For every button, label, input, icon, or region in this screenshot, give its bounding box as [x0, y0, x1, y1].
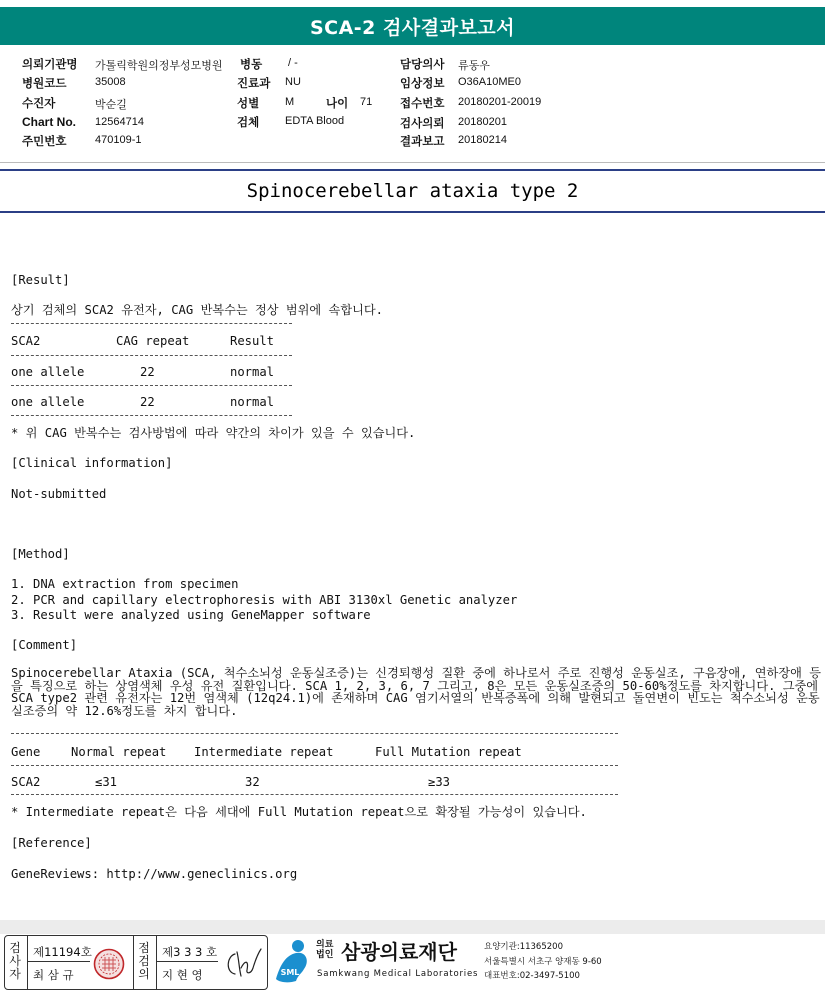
label-receipt-number: 접수번호 — [400, 96, 445, 110]
result-row-status: normal — [230, 395, 275, 409]
tester-seal — [93, 948, 125, 980]
logo-text: SML — [280, 968, 300, 977]
value-result-report: 20180214 — [458, 134, 507, 146]
clinical-text: Not-submitted — [11, 487, 107, 501]
label-physician: 담당의사 — [400, 57, 445, 71]
divider — [156, 961, 218, 962]
comment-note: * Intermediate repeat은 다음 세대에 Full Mutation repeat으로 확장될 가능성이 있습니다. — [11, 805, 587, 819]
value-specimen: EDTA Blood — [285, 115, 345, 127]
divider — [0, 162, 825, 163]
label-requesting-institution: 의뢰기관명 — [22, 57, 78, 71]
result-row-allele: one allele — [11, 365, 85, 379]
label-resident-number: 주민번호 — [22, 134, 67, 148]
value-resident-number: 470109-1 — [95, 134, 142, 146]
org-name: 삼광의료재단 — [341, 940, 457, 964]
value-requesting-institution: 가톨릭학원의정부성모병원 — [95, 60, 223, 72]
value-chart-no: 12564714 — [95, 116, 144, 128]
comment-paragraph: Spinocerebellar Ataxia (SCA, 척수소뇌성 운동실조증)는 신경퇴행성 질환 중에 하나로서 주로 진행성 운동실조, 구음장애, 연하장애 등을 특징으로 하는 상염색체 우성 유전 질환입니다. SCA 1, 2, 3, 6, 7 그리고, 8은 모든 운동실조증의 50-60%정도를 차지합니다. 그중에 SCA type2 관련 유전자는 12번 염색체 (12q24.1)에 존재하며 CAG 염기서열의 반복증폭에 의해 발현되고 돌연변이 빈도는 척수소뇌성 운동실조증의 약 12.6%정도를 차지 합니다. — [11, 666, 821, 718]
signature-box — [4, 935, 268, 990]
report-title: SCA-2 검사결과보고서 — [0, 7, 825, 45]
divider — [0, 169, 825, 171]
reviewer-license: 제3 3 3 호 — [162, 945, 218, 959]
value-age: 71 — [360, 96, 373, 108]
table-divider — [11, 794, 618, 795]
value-sex: M — [285, 96, 295, 108]
range-header-gene: Gene — [11, 745, 41, 759]
reference-text: GeneReviews: http://www.geneclinics.org — [11, 867, 298, 881]
result-row-allele: one allele — [11, 395, 85, 409]
clinical-heading: [Clinical information] — [11, 456, 173, 470]
sml-logo — [272, 937, 314, 985]
result-row-status: normal — [230, 365, 275, 379]
value-receipt-number: 20180201-20019 — [458, 96, 542, 108]
value-physician: 류동우 — [458, 60, 490, 72]
divider — [156, 936, 157, 989]
label-test-request: 검사의뢰 — [400, 116, 445, 130]
reviewer-signature — [223, 946, 263, 980]
org-english: Samkwang Medical Laboratories — [317, 969, 479, 979]
divider — [133, 936, 134, 989]
label-clinical-info: 임상정보 — [400, 76, 445, 90]
range-header-full: Full Mutation repeat — [375, 745, 522, 759]
org-code: 요양기관:11365200 — [484, 942, 563, 952]
value-ward: / - — [288, 57, 298, 69]
value-department: NU — [285, 76, 301, 88]
org-phone: 대표번호:02-3497-5100 — [484, 971, 580, 981]
table-divider — [11, 765, 618, 766]
method-step: 1. DNA extraction from specimen — [11, 577, 239, 591]
label-result-report: 결과보고 — [400, 134, 445, 148]
method-step: 3. Result were analyzed using GeneMapper software — [11, 608, 371, 622]
result-note: * 위 CAG 반복수는 검사방법에 따라 약간의 차이가 있을 수 있습니다. — [11, 426, 416, 440]
range-header-normal: Normal repeat — [71, 745, 167, 759]
result-header-sca2: SCA2 — [11, 334, 41, 348]
divider — [27, 936, 28, 989]
table-divider — [11, 385, 292, 386]
result-heading: [Result] — [11, 273, 70, 287]
reviewer-label: 점검의 — [138, 941, 150, 981]
test-title: Spinocerebellar ataxia type 2 — [246, 180, 579, 202]
range-header-intermediate: Intermediate repeat — [194, 745, 334, 759]
comment-heading: [Comment] — [11, 638, 78, 652]
divider — [27, 961, 90, 962]
reviewer-name: 지 현 영 — [162, 968, 203, 982]
range-row-normal: ≤31 — [95, 775, 118, 789]
table-divider — [11, 415, 292, 416]
org-prefix: 의료 법인 — [316, 940, 334, 960]
label-patient-name: 수진자 — [22, 96, 56, 110]
label-hospital-code: 병원코드 — [22, 76, 67, 90]
method-step: 2. PCR and capillary electrophoresis with ABI 3130xl Genetic analyzer — [11, 593, 518, 607]
divider — [0, 211, 825, 213]
value-patient-name: 박순길 — [95, 99, 127, 111]
value-test-request: 20180201 — [458, 116, 507, 128]
method-heading: [Method] — [11, 547, 70, 561]
tester-license: 제11194호 — [33, 945, 92, 959]
table-divider — [11, 355, 292, 356]
result-row-repeat: 22 — [140, 395, 155, 409]
label-specimen: 검체 — [237, 115, 260, 129]
footer-strip — [0, 920, 825, 934]
value-clinical-info: O36A10ME0 — [458, 76, 521, 88]
label-chart-no: Chart No. — [22, 115, 76, 129]
label-department: 진료과 — [237, 76, 271, 90]
range-row-gene: SCA2 — [11, 775, 41, 789]
result-summary: 상기 검체의 SCA2 유전자, CAG 반복수는 정상 범위에 속합니다. — [11, 303, 383, 317]
label-sex: 성별 — [237, 96, 260, 110]
range-row-full: ≥33 — [428, 775, 451, 789]
table-divider — [11, 323, 292, 324]
label-age: 나이 — [326, 96, 349, 110]
label-ward: 병동 — [240, 57, 263, 71]
tester-name: 최 삼 규 — [33, 968, 74, 982]
tester-label: 검사자 — [9, 941, 21, 981]
table-divider — [11, 733, 618, 734]
result-header-result: Result — [230, 334, 275, 348]
reference-heading: [Reference] — [11, 836, 92, 850]
result-header-cag: CAG repeat — [116, 334, 190, 348]
result-row-repeat: 22 — [140, 365, 155, 379]
range-row-intermediate: 32 — [245, 775, 260, 789]
org-address: 서울특별시 서초구 양재동 9-60 — [484, 957, 602, 967]
value-hospital-code: 35008 — [95, 76, 126, 88]
